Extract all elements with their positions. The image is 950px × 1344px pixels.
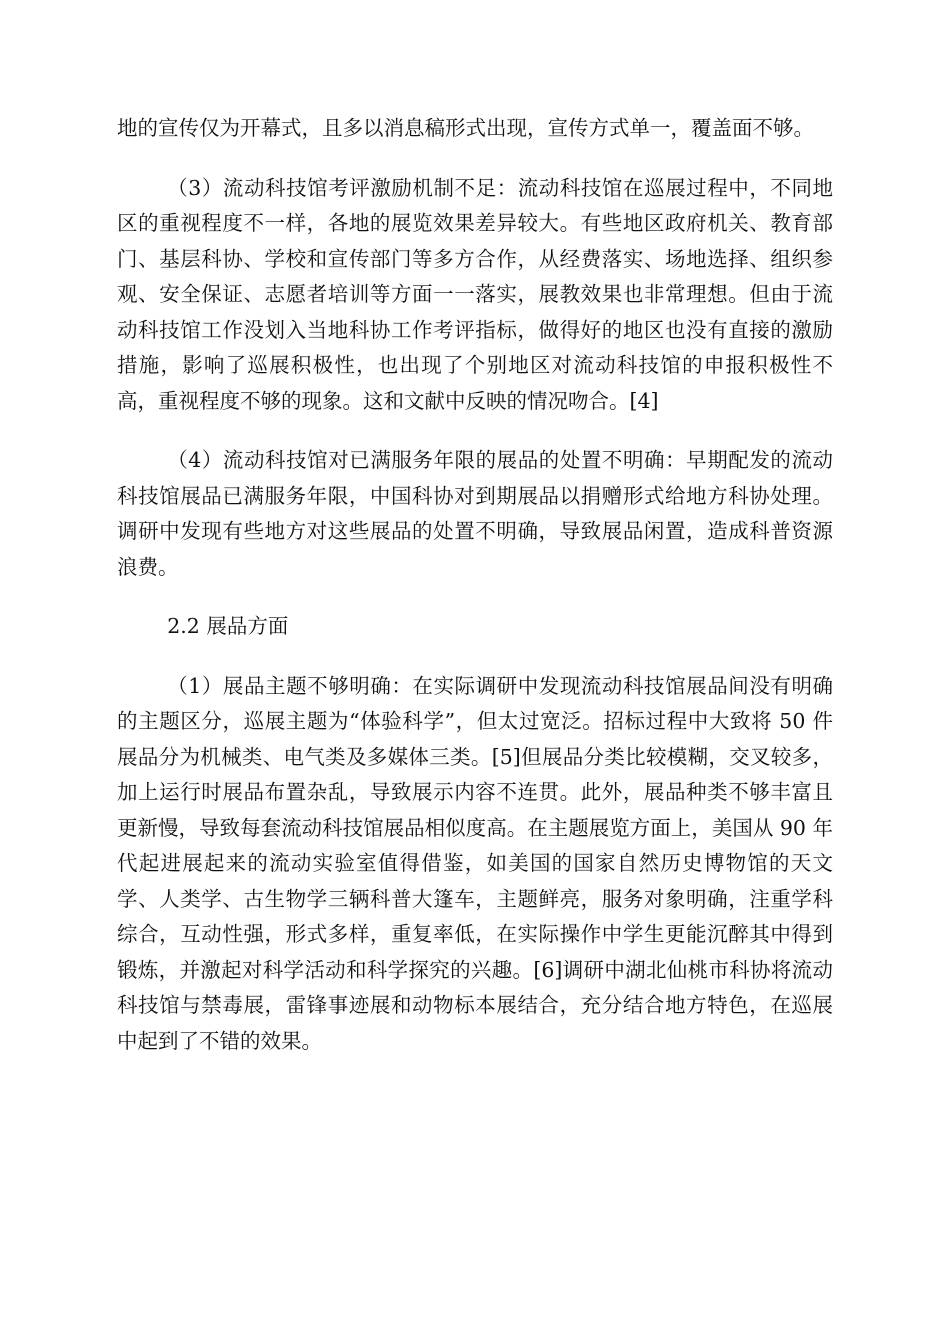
section-heading-exhibits: 2.2 展品方面 bbox=[167, 614, 289, 638]
paragraph-exhibit-theme: （1）展品主题不够明确：在实际调研中发现流动科技馆展品间没有明确的主题区分，巡展主题为“体验科学”，但太过宽泛。招标过程中大致将 50 件展品分为机械类、电气类及多媒体三类。[5]但展品分类比较模糊，交叉较多，加上运行时展品布置杂乱，导致展示内容不连贯。此外，展品种类不够丰富且更新慢，导致每套流动科技馆展品相似度高。在主题展览方面上，美国从 90 年代起进展起来的流动实验室值得借鉴，如美国的国家自然历史博物馆的天文学、人类学、古生物学三辆科普大篷车，主题鲜亮，服务对象明确，注重学科综合，互动性强，形式多样，重复率低，在实际操作中学生更能沉醉其中得到锻炼，并激起对科学活动和科学探究的兴趣。[6]调研中湖北仙桃市科协将流动科技馆与禁毒展，雷锋事迹展和动物标本展结合，充分结合地方特色，在巡展中起到了不错的效果。 bbox=[117, 673, 833, 1053]
paragraph-continuation: 地的宣传仅为开幕式，且多以消息稿形式出现，宣传方式单一，覆盖面不够。 bbox=[117, 116, 814, 140]
paragraph-evaluation-incentive: （3）流动科技馆考评激励机制不足：流动科技馆在巡展过程中，不同地区的重视程度不一样，各地的展览效果差异较大。有些地区政府机关、教育部门、基层科协、学校和宣传部门等多方合作，从经费落实、场地选择、组织参观、安全保证、志愿者培训等方面一一落实，展教效果也非常理想。但由于流动科技馆工作没划入当地科协工作考评指标，做得好的地区也没有直接的激励措施，影响了巡展积极性，也出现了个别地区对流动科技馆的申报积极性不高，重视程度不够的现象。这和文献中反映的情况吻合。[4] bbox=[117, 175, 833, 413]
paragraph-exhibit-disposal: （4）流动科技馆对已满服务年限的展品的处置不明确：早期配发的流动科技馆展品已满服务年限，中国科协对到期展品以捐赠形式给地方科协处理。调研中发现有些地方对这些展品的处置不明确，导致展品闲置，造成科普资源浪费。 bbox=[117, 448, 833, 579]
document-page bbox=[117, 111, 833, 1083]
